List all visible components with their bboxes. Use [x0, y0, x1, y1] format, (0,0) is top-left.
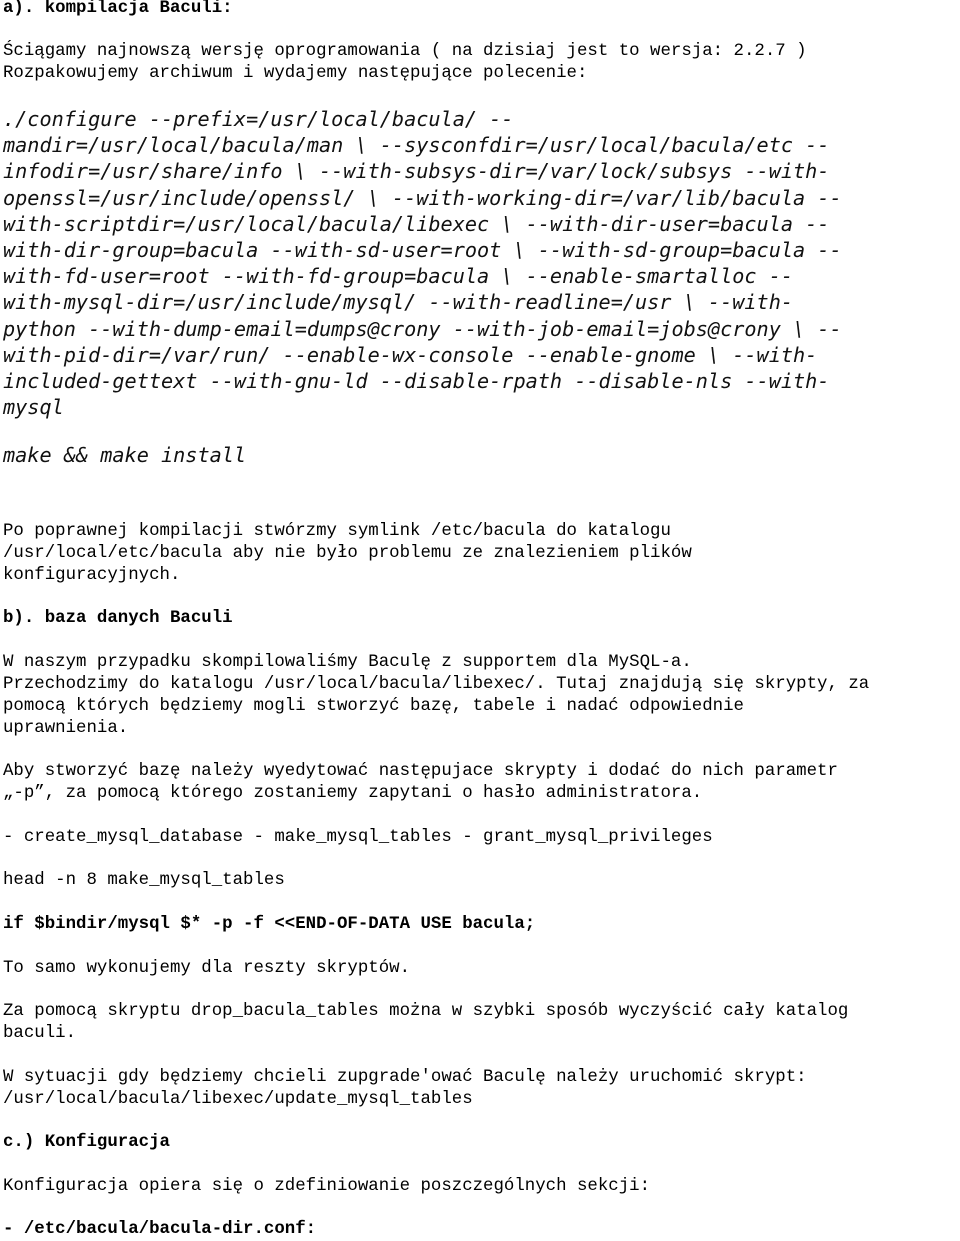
configure-line: with-mysql-dir=/usr/include/mysql/ --with-readline=/usr \ --with- — [3, 290, 794, 315]
head-command: head -n 8 make_mysql_tables — [3, 871, 285, 890]
upgrade-line-1: W sytuacji gdy będziemy chcieli zupgrade'ować Baculę należy uruchomić skrypt: — [3, 1068, 807, 1087]
configure-line: python --with-dump-email=dumps@crony --with-job-email=jobs@crony \ -- — [3, 316, 842, 341]
configure-line: with-dir-group=bacula --with-sd-user=root \ --with-sd-group=bacula -- — [3, 238, 842, 263]
b-para2-line: Aby stworzyć bazę należy wyedytować następujace skrypty i dodać do nich parametr — [3, 762, 838, 781]
configure-line: with-fd-user=root --with-fd-group=bacula \ --enable-smartalloc -- — [3, 264, 794, 289]
configure-line: infodir=/usr/share/info \ --with-subsys-dir=/var/lock/subsys --with- — [3, 159, 830, 184]
configure-line: ./configure --prefix=/usr/local/bacula/ -- — [3, 107, 514, 131]
intro-line-2: Rozpakowujemy archiwum i wydajemy następujące polecenie: — [3, 64, 588, 83]
configure-command — [3, 106, 842, 420]
b-para1-line: pomocą których będziemy mogli stworzyć bazę, tabele i nadać odpowiednie — [3, 697, 744, 716]
b-para1-line: Przechodzimy do katalogu /usr/local/bacula/libexec/. Tutaj znajdują się skrypty, za — [3, 675, 870, 694]
scripts-list: - create_mysql_database - make_mysql_tables - grant_mysql_privileges — [3, 828, 713, 847]
configure-line: with-scriptdir=/usr/local/bacula/libexec \ --with-dir-user=bacula -- — [3, 211, 830, 236]
configure-line: included-gettext --with-gnu-ld --disable-rpath --disable-nls --with- — [3, 369, 830, 394]
b-para1-line: W naszym przypadku skompilowaliśmy Baculę z supportem dla MySQL-a. — [3, 653, 692, 672]
intro-line-1: Ściągamy najnowszą wersję oprogramowania ( na dzisiaj jest to wersja: 2.2.7 ) — [3, 42, 807, 61]
section-b-heading: b). baza danych Baculi — [3, 609, 233, 628]
b-para1-line: uprawnienia. — [3, 719, 129, 738]
configure-line: with-pid-dir=/var/run/ --enable-wx-console --enable-gnome \ --with- — [3, 342, 818, 367]
mysql-command: if $bindir/mysql $* -p -f <<END-OF-DATA USE bacula; — [3, 915, 536, 934]
symlink-line-3: konfiguracyjnych. — [3, 566, 181, 585]
drop-line-1: Za pomocą skryptu drop_bacula_tables można w szybki sposób wyczyścić cały katalog — [3, 1002, 849, 1021]
make-command: make && make install — [3, 443, 247, 467]
symlink-line-2: /usr/local/etc/bacula aby nie było problemu ze znalezieniem plików — [3, 544, 692, 563]
configure-line: openssl=/usr/include/openssl/ \ --with-working-dir=/var/lib/bacula -- — [3, 185, 842, 210]
configure-line: mandir=/usr/local/bacula/man \ --sysconfdir=/usr/local/bacula/etc -- — [3, 133, 830, 158]
symlink-line-1: Po poprawnej kompilacji stwórzmy symlink /etc/bacula do katalogu — [3, 522, 671, 541]
upgrade-line-2: /usr/local/bacula/libexec/update_mysql_tables — [3, 1090, 473, 1109]
config-item: - /etc/bacula/bacula-dir.conf: — [3, 1220, 317, 1239]
configure-line: mysql — [3, 395, 64, 420]
b-para2-line: „-p”, za pomocą którego zostaniemy zapytani o hasło administratora. — [3, 784, 703, 803]
section-a-heading: a). kompilacja Baculi: — [3, 0, 233, 18]
config-intro: Konfiguracja opiera się o zdefiniowanie poszczególnych sekcji: — [3, 1177, 651, 1196]
rest-scripts-line: To samo wykonujemy dla reszty skryptów. — [3, 959, 411, 978]
drop-line-2: baculi. — [3, 1024, 77, 1043]
section-c-heading: c.) Konfiguracja — [3, 1133, 170, 1152]
